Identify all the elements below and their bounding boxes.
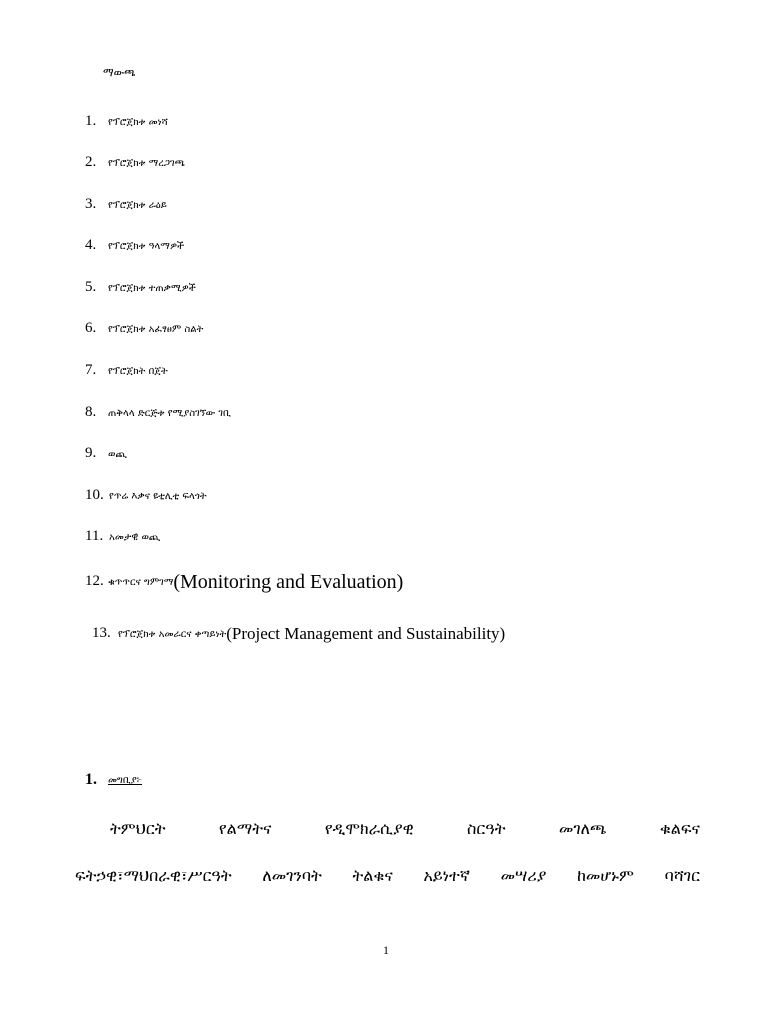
toc-item <box>0 196 768 218</box>
section-number: 1. <box>85 771 97 788</box>
body-word: ትልቁና <box>352 866 393 885</box>
toc-item <box>0 487 768 509</box>
body-paragraph-line <box>110 819 700 839</box>
toc-item-number: 7. <box>85 362 97 378</box>
body-word: ፍትኃዊ፣ማህበራዊ፣ሥርዓት <box>75 866 232 885</box>
section-title: መግቢያ፦ <box>108 775 142 786</box>
toc-item-text: የፕሮጀክቱ ተጠቃሚዎች <box>108 283 196 294</box>
toc-item-number: 12. <box>85 573 104 589</box>
body-paragraph-line <box>75 866 700 886</box>
toc-item <box>0 528 768 550</box>
toc-item-english: (Project Management and Sustainability) <box>226 624 506 643</box>
body-word: ስርዓት <box>467 819 506 838</box>
body-word: አይነተኛ <box>423 866 471 885</box>
toc-item-number: 10. <box>85 487 104 503</box>
body-word: ባሻገር <box>664 866 700 885</box>
toc-item-text: ጠቅላላ ድርጅቱ የሚያስገኘው ገቢ <box>108 408 231 419</box>
toc-item-number: 4. <box>85 237 97 253</box>
toc-item-number: 3. <box>85 196 97 212</box>
toc-item-number: 13. <box>92 625 111 641</box>
body-word: ከመሆኑም <box>577 866 634 885</box>
body-word: መገለጫ <box>558 819 607 838</box>
toc-title: ማውጫ <box>103 66 136 79</box>
toc-item <box>0 237 768 259</box>
toc-item-text: የፕሮጀክቱ አመራርና ቀጣይነት <box>118 628 227 640</box>
body-word: የልማትና <box>218 819 272 838</box>
body-word: ትምህርት <box>110 819 166 838</box>
toc-item-text: ቁጥጥርና ግምገማ <box>108 577 174 588</box>
toc-item-text: ወጪ <box>108 449 127 460</box>
toc-item <box>0 571 768 597</box>
toc-item-text: የፕሮጀክቱ ማረጋገጫ <box>108 158 185 169</box>
toc-item-text: የፕሮጀክቱ አፈፃፀም ስልት <box>108 324 204 335</box>
toc-item-number: 11. <box>85 528 104 544</box>
toc-item <box>0 624 768 648</box>
toc-item-text: የጥሬ እቃና ዩቲሊቲ ፍላጎት <box>109 491 207 502</box>
toc-item <box>0 113 768 135</box>
page-number: 1 <box>383 943 389 957</box>
toc-item-text: የፕሮጀክቱ መነሻ <box>108 117 168 128</box>
toc-item-number: 1. <box>85 113 97 129</box>
toc-item-text: የፕሮጀክቱ ዓላማዎች <box>108 241 185 252</box>
toc-item <box>0 279 768 301</box>
toc-item-text: የፕሮጀክት በጀት <box>108 366 168 377</box>
toc-item <box>0 320 768 342</box>
toc-item <box>0 404 768 426</box>
toc-item-number: 6. <box>85 320 97 336</box>
toc-item <box>0 154 768 176</box>
body-word: ቁልፍና <box>659 819 700 838</box>
toc-item-number: 5. <box>85 279 97 295</box>
body-word: ለመገንባት <box>262 866 322 885</box>
toc-item-english: (Monitoring and Evaluation) <box>173 571 404 593</box>
toc-item-text: አመታዊ ወጪ <box>109 532 161 543</box>
toc-item-number: 8. <box>85 404 97 420</box>
body-word: የዲሞክራሲያዊ <box>324 819 414 838</box>
toc-item <box>0 362 768 384</box>
toc-item-number: 2. <box>85 154 97 170</box>
body-word: መሣሪያ <box>500 866 547 885</box>
toc-item-text: የፕሮጀክቱ ራዕይ <box>108 200 167 211</box>
toc-item-number: 9. <box>85 445 97 461</box>
toc-item <box>0 445 768 467</box>
